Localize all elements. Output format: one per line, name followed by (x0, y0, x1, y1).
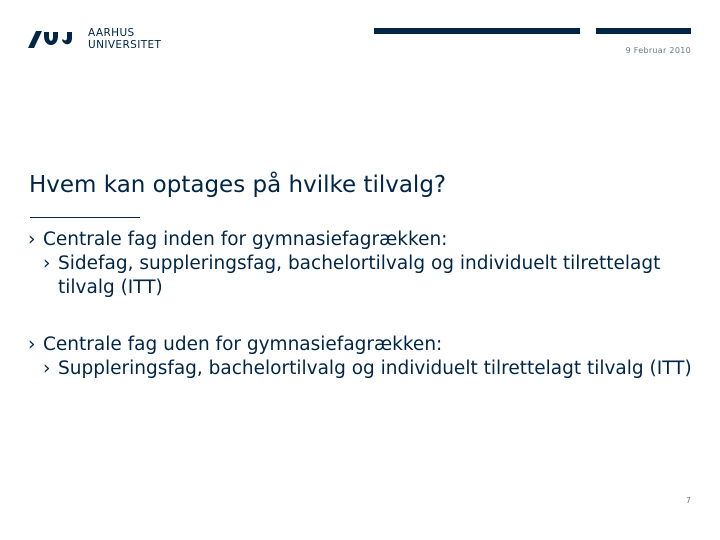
sub-bullet-text: Suppleringsfag, bachelortilvalg og individuelt tilrettelagt tilvalg (ITT) (58, 358, 692, 379)
bullet-item (28, 228, 698, 252)
sub-bullet-marker: › (43, 253, 51, 274)
sub-bullet-marker: › (43, 358, 51, 379)
bullet-item (28, 333, 698, 357)
sub-bullet-item (28, 357, 698, 381)
bullet-spacer (28, 300, 698, 333)
slide-body (28, 228, 698, 381)
header-bar-right (596, 28, 691, 34)
bullet-marker: › (28, 229, 36, 250)
logo-line-1: AARHUS (88, 27, 135, 39)
bullet-text: Centrale fag inden for gymnasiefagrækken: (43, 229, 448, 250)
slide-date: 9 Februar 2010 (625, 46, 691, 55)
logo-wordmark (88, 27, 161, 51)
page-number: 7 (685, 496, 691, 505)
bullet-marker: › (28, 334, 36, 355)
header-bar-left (374, 28, 580, 34)
bullet-text: Centrale fag uden for gymnasiefagrækken: (43, 334, 443, 355)
aarhus-university-logo-icon (26, 28, 74, 50)
sub-bullet-item (28, 252, 698, 300)
sub-bullet-text: Sidefag, suppleringsfag, bachelortilvalg og individuelt tilrettelagt tilvalg (ITT) (58, 253, 661, 298)
slide-title: Hvem kan optages på hvilke tilvalg? (29, 172, 447, 198)
logo-line-2: UNIVERSITET (88, 39, 162, 51)
title-underline (30, 217, 140, 218)
